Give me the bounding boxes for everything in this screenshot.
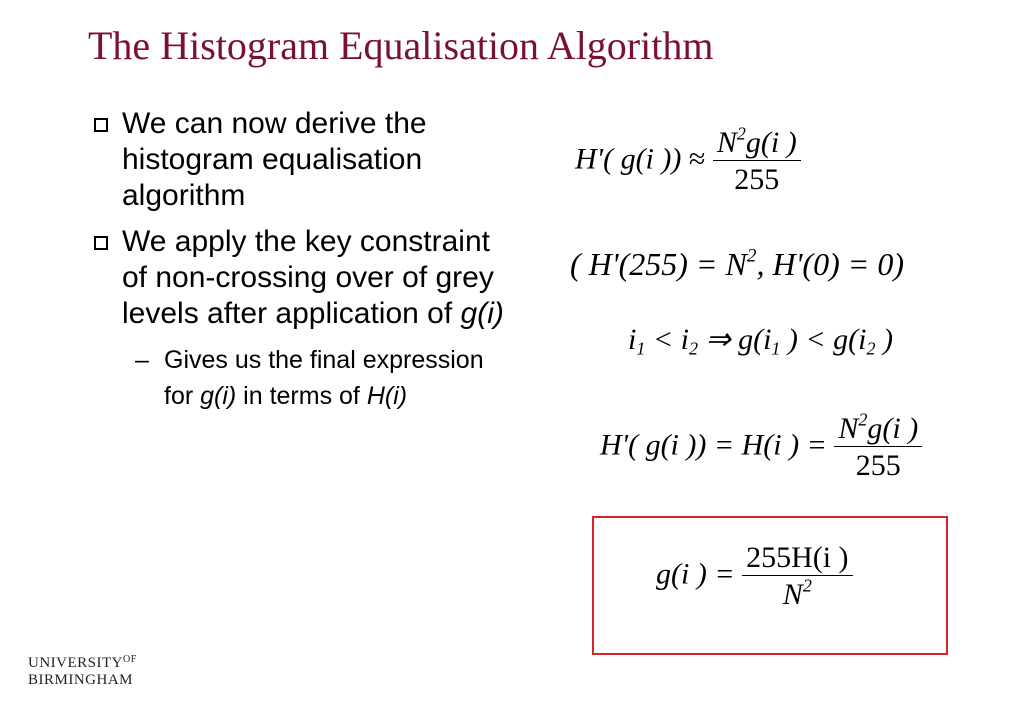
bullet-text: We can now derive the histogram equalisation algorithm — [122, 107, 427, 212]
fraction-numerator: $N^2g(i$ ) — [716, 123, 797, 159]
fraction-numerator: $N^2g(i$ ) — [838, 409, 919, 445]
sub-bullet-italic: g(i) — [200, 382, 237, 410]
dash-bullet-icon: – — [135, 346, 149, 374]
slide-title: The Histogram Equalisation Algorithm — [88, 23, 714, 68]
equation-lhs: g(i ) = — [656, 557, 735, 591]
approx-symbol: ≈ — [688, 142, 706, 176]
sub-bullet-item — [92, 342, 512, 414]
equation-lhs: H'( g(i )) = H(i ) = — [600, 428, 827, 462]
bullet-item — [92, 224, 512, 332]
equation-histogram-equality — [600, 409, 922, 483]
sub-bullet-text: Gives us the final expression for — [164, 346, 484, 410]
square-bullet-icon — [94, 118, 108, 132]
fraction — [713, 123, 801, 197]
fraction-denominator: 255 — [713, 160, 801, 197]
equation-boundary-conditions: ( $H'(255) = N^2$, H'(0) = 0) — [570, 245, 904, 282]
bullet-item — [92, 106, 512, 214]
bullet-list — [92, 106, 512, 414]
fraction-numerator: 255H(i ) — [746, 541, 849, 574]
equation-final-gi — [656, 541, 853, 612]
fraction-denominator: 255 — [834, 446, 922, 483]
fraction — [742, 541, 852, 612]
fraction-denominator: $N^2$ — [742, 575, 852, 612]
equation-lhs: H'( g(i )) — [575, 142, 682, 176]
equation-non-crossing: $i_1 < i_2$ ⇒ $g(i_1$ ) < $g(i_2$ ) — [628, 323, 893, 359]
bullet-italic: g(i) — [460, 297, 504, 330]
bullet-text: We apply the key constraint of non-crossing over of grey levels after application of — [122, 225, 494, 330]
square-bullet-icon — [94, 236, 108, 250]
sub-bullet-italic: H(i) — [366, 382, 408, 410]
equation-approx-histogram — [575, 123, 801, 197]
university-logo: $UNIVERSITY^{OF}$ BIRMINGHAM — [28, 654, 137, 688]
fraction — [834, 409, 922, 483]
sub-bullet-text: in terms of — [236, 382, 367, 410]
